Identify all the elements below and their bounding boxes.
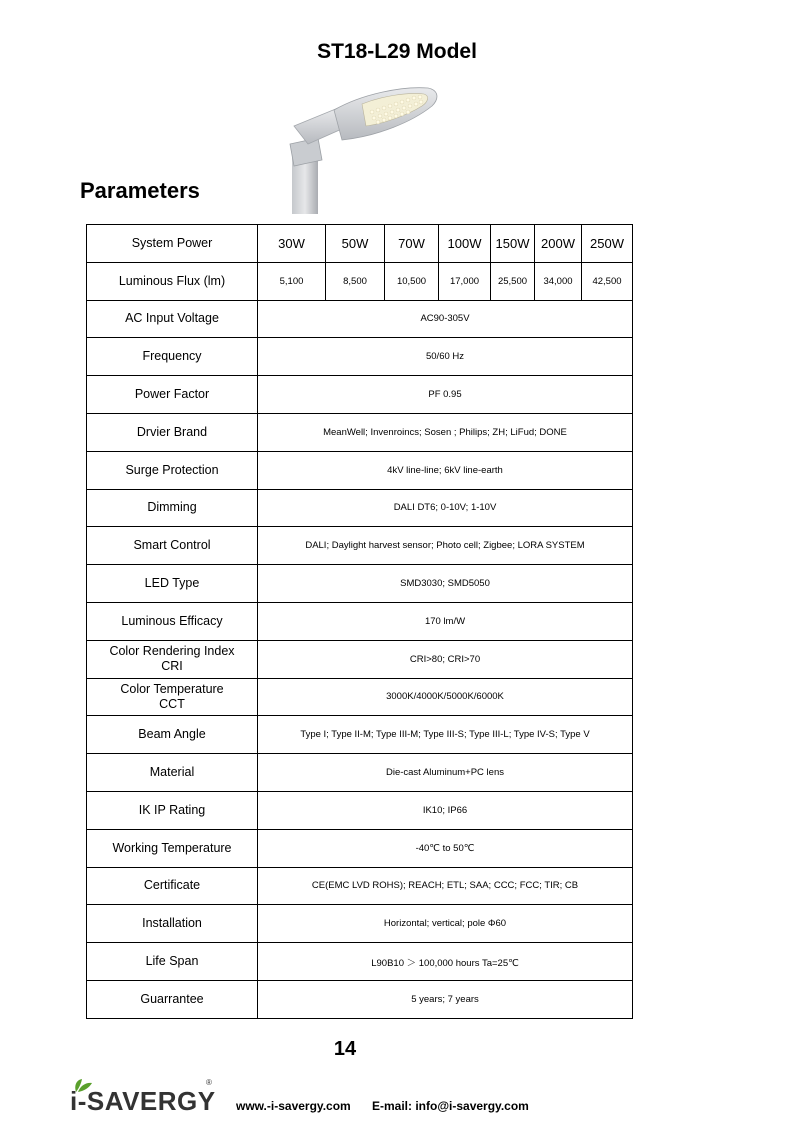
parameters-heading: Parameters xyxy=(80,178,200,203)
page-number: 14 xyxy=(333,1038,357,1060)
row-value: 4kV line-line; 6kV line-earth xyxy=(258,451,633,489)
row-label: Guarrantee xyxy=(87,980,258,1018)
power-cell: 250W xyxy=(582,225,633,263)
row-label xyxy=(87,640,258,678)
flux-cell: 17,000 xyxy=(439,262,491,300)
table-row xyxy=(87,338,633,376)
row-value: -40℃ to 50℃ xyxy=(258,829,633,867)
row-value: Horizontal; vertical; pole Φ60 xyxy=(258,905,633,943)
row-value: 3000K/4000K/5000K/6000K xyxy=(258,678,633,716)
label-line-2: CRI xyxy=(161,659,183,674)
table-row xyxy=(87,565,633,603)
row-label: Working Temperature xyxy=(87,829,258,867)
flux-cell: 5,100 xyxy=(258,262,326,300)
table-row xyxy=(87,791,633,829)
row-value: DALI; Daylight harvest sensor; Photo cell; Zigbee; LORA SYSTEM xyxy=(258,527,633,565)
row-value: L90B10 ＞ 100,000 hours Ta=25℃ xyxy=(258,943,633,981)
table-row xyxy=(87,754,633,792)
table-row-luminous-flux xyxy=(87,262,633,300)
registered-mark: ® xyxy=(206,1078,212,1087)
power-cell: 50W xyxy=(326,225,385,263)
row-label: Certificate xyxy=(87,867,258,905)
row-label: Smart Control xyxy=(87,527,258,565)
row-label: Power Factor xyxy=(87,376,258,414)
email-link[interactable]: E-mail: info@i-savergy.com xyxy=(372,1099,529,1113)
table-row xyxy=(87,980,633,1018)
row-value: DALI DT6; 0-10V; 1-10V xyxy=(258,489,633,527)
flux-cell: 8,500 xyxy=(326,262,385,300)
row-value: SMD3030; SMD5050 xyxy=(258,565,633,603)
flux-cell: 34,000 xyxy=(535,262,582,300)
logo-text: i-SAVERGY xyxy=(70,1086,216,1116)
row-label: System Power xyxy=(87,225,258,263)
power-cell: 70W xyxy=(385,225,439,263)
power-cell: 100W xyxy=(439,225,491,263)
row-value: PF 0.95 xyxy=(258,376,633,414)
parameters-table xyxy=(86,224,633,1019)
table-row xyxy=(87,905,633,943)
row-value: MeanWell; Invenroincs; Sosen ; Philips; ZH; LiFud; DONE xyxy=(258,413,633,451)
table-row xyxy=(87,716,633,754)
table-row xyxy=(87,867,633,905)
label-line-2: CCT xyxy=(159,696,185,711)
row-label: Life Span xyxy=(87,943,258,981)
row-value: IK10; IP66 xyxy=(258,791,633,829)
street-light-image xyxy=(282,82,442,214)
row-label: Material xyxy=(87,754,258,792)
row-label: Installation xyxy=(87,905,258,943)
row-label xyxy=(87,678,258,716)
row-value: Die-cast Aluminum+PC lens xyxy=(258,754,633,792)
row-label: Luminous Flux (lm) xyxy=(87,262,258,300)
table-row xyxy=(87,300,633,338)
flux-cell: 10,500 xyxy=(385,262,439,300)
table-row xyxy=(87,376,633,414)
website-link[interactable]: www.-i-savergy.com xyxy=(236,1099,351,1113)
table-row xyxy=(87,489,633,527)
label-line-1: Color Rendering Index xyxy=(109,644,235,659)
row-value: AC90-305V xyxy=(258,300,633,338)
row-label: Beam Angle xyxy=(87,716,258,754)
row-label: IK IP Rating xyxy=(87,791,258,829)
row-value: CE(EMC LVD ROHS); REACH; ETL; SAA; CCC; FCC; TIR; CB xyxy=(258,867,633,905)
table-row xyxy=(87,943,633,981)
row-label: Luminous Efficacy xyxy=(87,602,258,640)
table-row xyxy=(87,602,633,640)
table-row xyxy=(87,413,633,451)
table-row xyxy=(87,678,633,716)
table-row xyxy=(87,640,633,678)
row-label: Frequency xyxy=(87,338,258,376)
row-value: 5 years; 7 years xyxy=(258,980,633,1018)
page-title: ST18-L29 Model xyxy=(317,40,477,63)
row-label: Dimming xyxy=(87,489,258,527)
row-value: Type I; Type II-M; Type III-M; Type III-S; Type III-L; Type IV-S; Type V xyxy=(258,716,633,754)
row-value: 50/60 Hz xyxy=(258,338,633,376)
table-row xyxy=(87,451,633,489)
flux-cell: 25,500 xyxy=(491,262,535,300)
label-line-1: Color Temperature xyxy=(120,681,224,696)
row-value: CRI>80; CRI>70 xyxy=(258,640,633,678)
row-label: LED Type xyxy=(87,565,258,603)
flux-cell: 42,500 xyxy=(582,262,633,300)
row-value: 170 lm/W xyxy=(258,602,633,640)
row-label: Surge Protection xyxy=(87,451,258,489)
row-label: AC Input Voltage xyxy=(87,300,258,338)
power-cell: 30W xyxy=(258,225,326,263)
table-row-system-power xyxy=(87,225,633,263)
power-cell: 150W xyxy=(491,225,535,263)
company-logo xyxy=(70,1078,220,1118)
table-row xyxy=(87,829,633,867)
row-label: Drvier Brand xyxy=(87,413,258,451)
table-row xyxy=(87,527,633,565)
power-cell: 200W xyxy=(535,225,582,263)
